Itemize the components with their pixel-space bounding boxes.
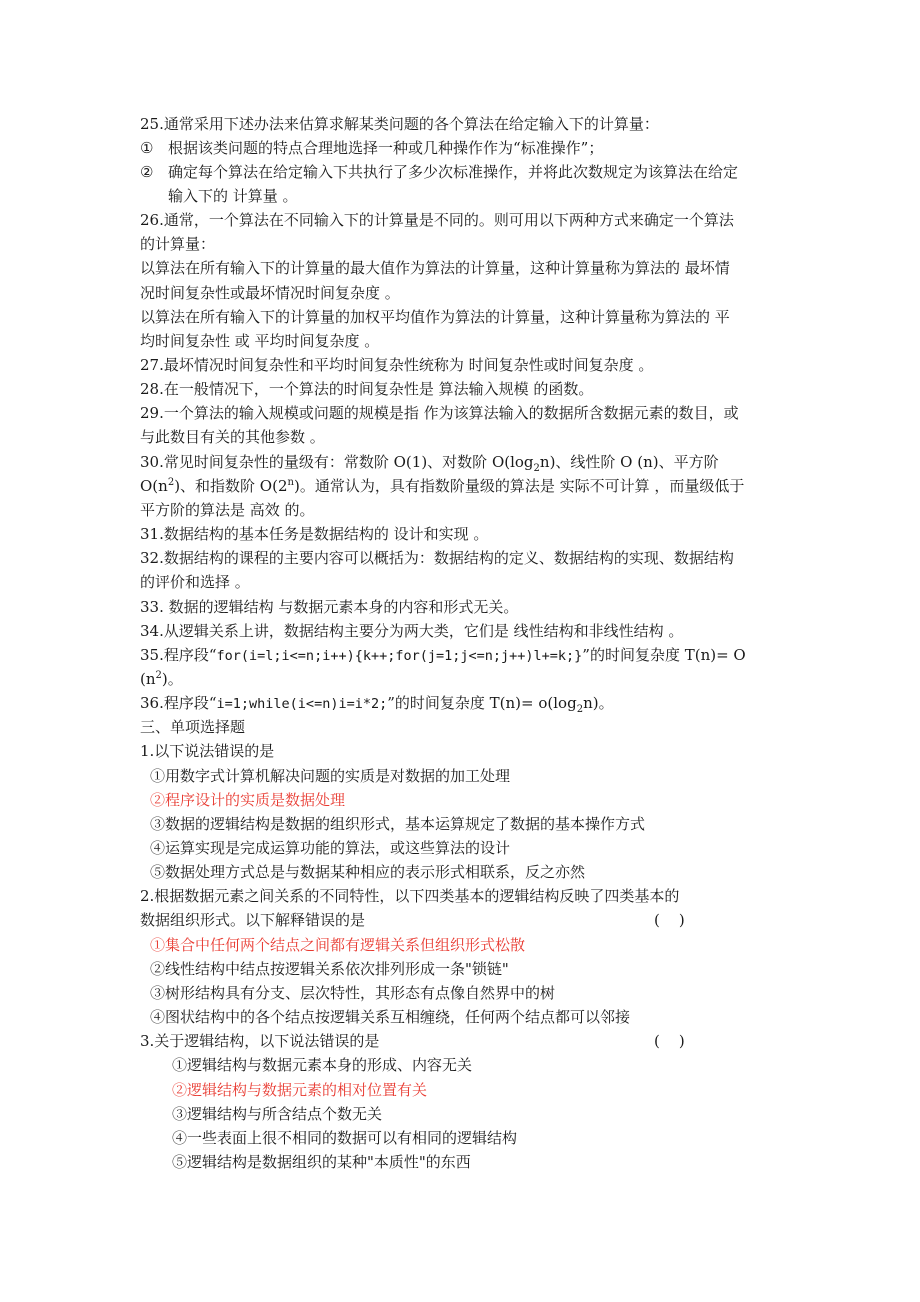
q31-line: 31.数据结构的基本任务是数据结构的 设计和实现 。 [140, 525, 489, 543]
q25-item-1: 根据该类问题的特点合理地选择一种或几种操作作为“标准操作”； [168, 139, 604, 157]
q25-item-2a: 确定每个算法在给定输入下共执行了多少次标准操作，并将此次数规定为该算法在给定 [168, 163, 739, 181]
q30-superscript-2: n [287, 477, 294, 488]
mc-q3-stem: 3.关于逻辑结构，以下说法错误的是 [140, 1032, 380, 1050]
q35-code: for(i=l;i<=n;i++){k++;for(j=1;j<=n;j++)l+=k;} [216, 648, 583, 664]
q30-text-a1: 30.常见时间复杂性的量级有：常数阶 O(1)、对数阶 O(log [140, 453, 534, 471]
q32-line-b: 的评价和选择 。 [140, 573, 250, 591]
q30-text-a2: n)、线性阶 O (n)、平方阶 [539, 453, 719, 471]
q26-line-a: 26.通常，一个算法在不同输入下的计算量是不同的。则可用以下两种方式来确定一个算法 [140, 211, 734, 229]
mc-q2-stem-a: 2.根据数据元素之间关系的不同特性，以下四类基本的逻辑结构反映了四类基本的 [140, 887, 680, 905]
mc-q1-option-1: ①用数字式计算机解决问题的实质是对数据的加工处理 [150, 767, 511, 785]
mc-q3-option-5: ⑤逻辑结构是数据组织的某种"本质性"的东西 [172, 1153, 471, 1171]
q36-code: i=1;while(i<=n)i=i*2; [216, 696, 388, 712]
q32-line-a: 32.数据结构的课程的主要内容可以概括为：数据结构的定义、数据结构的实现、数据结构 [140, 549, 734, 567]
q34-line: 34.从逻辑关系上讲，数据结构主要分为两大类，它们是 线性结构和非线性结构 。 [140, 622, 684, 640]
q35-text-b2: )。 [161, 670, 183, 688]
q36-line [140, 693, 614, 714]
q30-text-b2: )、和指数阶 O(2 [174, 477, 288, 495]
q26-line-d: 况时间复杂性或最坏情况时间复杂度 。 [140, 284, 400, 302]
q25-item-2b: 输入下的 计算量 。 [168, 187, 298, 205]
q26-line-f: 均时间复杂性 或 平均时间复杂度 。 [140, 332, 380, 350]
q30-line-c: 平方阶的算法是 高效 的。 [140, 501, 315, 519]
q36-text-1: 36.程序段“ [140, 694, 217, 712]
q28-line: 28.在一般情况下，一个算法的时间复杂性是 算法输入规模 的函数。 [140, 380, 594, 398]
mc-q2-stem-b: 数据组织形式。以下解释错误的是 [140, 911, 366, 929]
q26-line-b: 的计算量： [140, 235, 216, 253]
mc-q1-stem: 1.以下说法错误的是 [140, 742, 275, 760]
q25-intro: 25.通常采用下述办法来估算求解某类问题的各个算法在给定输入下的计算量： [140, 115, 659, 133]
mc-q1-option-2-answer: ②程序设计的实质是数据处理 [150, 791, 346, 809]
mc-q2-option-2: ②线性结构中结点按逻辑关系依次排列形成一条"锁链" [150, 960, 509, 978]
q30-line-a [140, 452, 719, 472]
q35-text-a1: 35.程序段“ [140, 646, 217, 664]
q30-line-b [140, 476, 744, 496]
q35-text-a2: ”的时间复杂度 T(n)= O [582, 646, 746, 664]
q36-text-2: ”的时间复杂度 T(n)= o(log [387, 694, 577, 712]
q36-text-3: n)。 [583, 694, 614, 712]
q35-line-a [140, 645, 746, 666]
mc-q3-option-4: ④一些表面上很不相同的数据可以有相同的逻辑结构 [172, 1129, 518, 1147]
mc-q3-answer-blank: ( ) [654, 1032, 685, 1050]
q30-subscript: 2 [533, 463, 540, 474]
mc-q2-answer-blank: ( ) [654, 911, 685, 929]
q29-line-a: 29.一个算法的输入规模或问题的规模是指 作为该算法输入的数据所含数据元素的数目，或 [140, 404, 739, 422]
mc-q1-option-4: ④运算实现是完成运算功能的算法，或这些算法的设计 [150, 839, 511, 857]
section-title: 三、单项选择题 [140, 718, 246, 736]
q29-line-b: 与此数目有关的其他参数 。 [140, 428, 325, 446]
q30-superscript-1: 2 [167, 477, 175, 488]
q33-line: 33. 数据的逻辑结构 与数据元素本身的内容和形式无关。 [140, 598, 519, 616]
mc-q1-option-3: ③数据的逻辑结构是数据的组织形式，基本运算规定了数据的基本操作方式 [150, 815, 646, 833]
q26-line-c: 以算法在所有输入下的计算量的最大值作为算法的计算量，这种计算量称为算法的 最坏情 [140, 259, 730, 277]
q35-line-b [140, 669, 183, 689]
mc-q1-option-5: ⑤数据处理方式总是与数据某种相应的表示形式相联系，反之亦然 [150, 863, 586, 881]
mc-q2-option-4: ④图状结构中的各个结点按逻辑关系互相缠绕，任何两个结点都可以邻接 [150, 1008, 631, 1026]
mc-q3-option-2-answer: ②逻辑结构与数据元素的相对位置有关 [172, 1081, 428, 1099]
q35-text-b1: (n [140, 670, 156, 688]
q30-text-b1: O(n [140, 477, 168, 495]
q36-subscript: 2 [576, 704, 584, 715]
mc-q3-option-3: ③逻辑结构与所含结点个数无关 [172, 1105, 383, 1123]
mc-q3-option-1: ①逻辑结构与数据元素本身的形成、内容无关 [172, 1056, 473, 1074]
q26-line-e: 以算法在所有输入下的计算量的加权平均值作为算法的计算量，这种计算量称为算法的 平 [140, 308, 730, 326]
mc-q2-option-3: ③树形结构具有分支、层次特性，其形态有点像自然界中的树 [150, 984, 556, 1002]
q25-marker-1: ① [140, 139, 154, 157]
q35-superscript: 2 [155, 670, 162, 681]
q30-text-b3: )。通常认为，具有指数阶量级的算法是 实际不可计算 ，而量级低于 [293, 477, 745, 495]
mc-q2-option-1-answer: ①集合中任何两个结点之间都有逻辑关系但组织形式松散 [150, 936, 526, 954]
q27-line: 27.最坏情况时间复杂性和平均时间复杂性统称为 时间复杂性或时间复杂度 。 [140, 356, 654, 374]
q25-marker-2: ② [140, 163, 154, 181]
